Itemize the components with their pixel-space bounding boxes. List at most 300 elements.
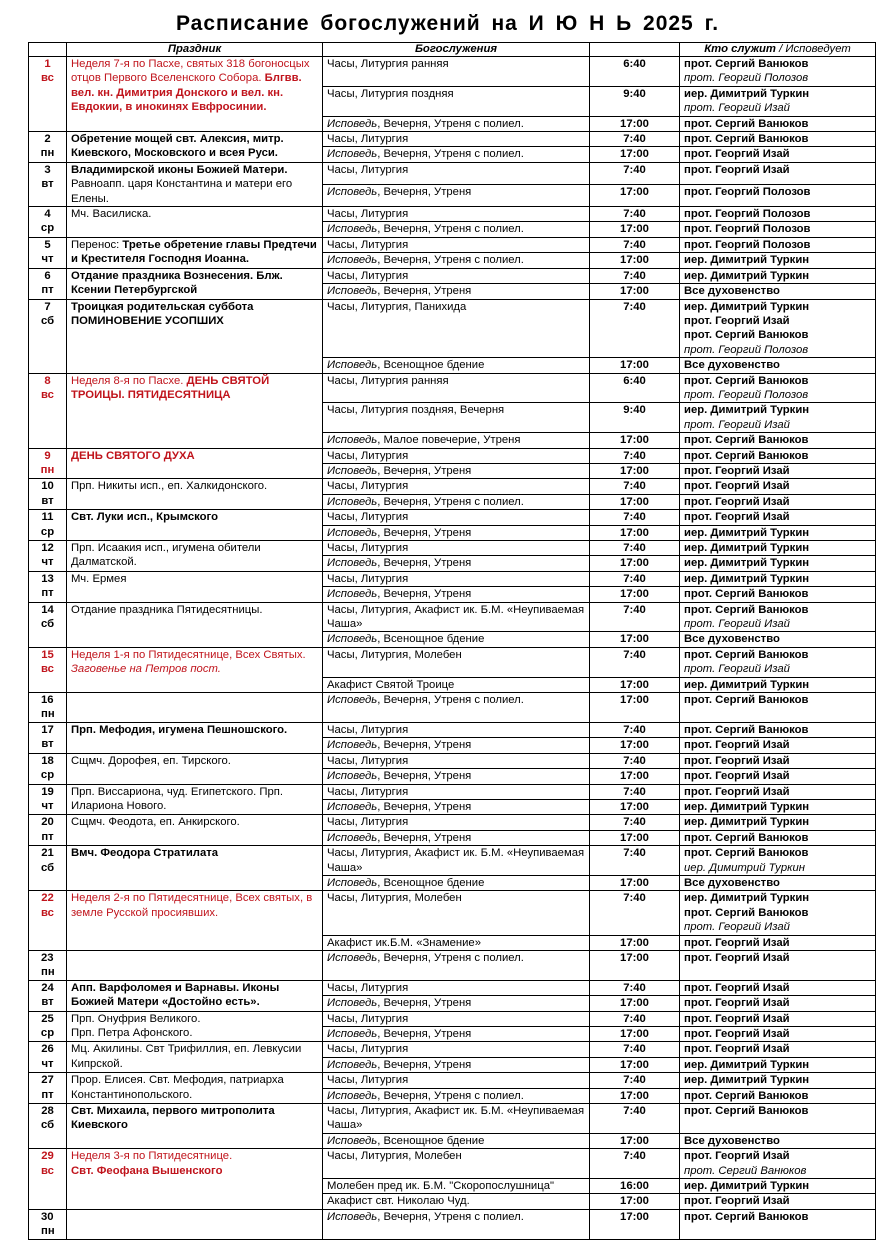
celebrant-name: прот. Сергий Ванюков xyxy=(684,117,809,130)
day-number: 18 xyxy=(41,754,54,767)
service-text: , Всенощное бдение xyxy=(377,359,485,372)
service-cell xyxy=(323,875,590,890)
day-weekday: пн xyxy=(40,463,55,476)
day-date-cell xyxy=(29,57,67,132)
feast-cell xyxy=(67,891,323,951)
service-text: Часы, Литургия ранняя xyxy=(327,374,449,387)
feast-text: Неделя 7-я по Пасхе, святых 318 богоносцых отцов Первого Вселенского Собора. xyxy=(71,58,310,85)
feast-text: Отдание праздника Вознесения. Блж. Ксении Петербургской xyxy=(71,269,283,297)
service-time: 7:40 xyxy=(590,753,680,768)
service-text: Исповедь xyxy=(327,800,378,813)
celebrant-name: прот. Георгий Полозов xyxy=(684,208,811,221)
service-cell xyxy=(323,1149,590,1179)
day-date-cell xyxy=(29,373,67,448)
service-time: 17:00 xyxy=(590,253,680,268)
day-date-cell xyxy=(29,237,67,268)
service-time: 17:00 xyxy=(590,1027,680,1042)
service-time: 6:40 xyxy=(590,373,680,403)
feast-cell xyxy=(67,448,323,479)
service-time: 7:40 xyxy=(590,722,680,737)
feast-text: Мч. Ермея xyxy=(71,572,127,585)
table-row xyxy=(29,1209,876,1239)
day-number: 17 xyxy=(41,723,54,736)
service-time: 17:00 xyxy=(590,184,680,206)
service-time: 17:00 xyxy=(590,1194,680,1209)
day-weekday: чт xyxy=(41,253,54,266)
table-row xyxy=(29,1011,876,1026)
clergy-cell xyxy=(680,184,876,206)
day-date-cell xyxy=(29,693,67,723)
day-number: 27 xyxy=(41,1074,54,1087)
service-text: Часы, Литургия xyxy=(327,208,409,221)
confessor-name: прот. Георгий Изай xyxy=(684,618,790,631)
service-cell xyxy=(323,556,590,571)
feast-cell xyxy=(67,571,323,602)
confessor-name: прот. Георгий Полозов xyxy=(684,343,809,356)
day-weekday: вс xyxy=(41,72,54,85)
service-text: Часы, Литургия, Молебен xyxy=(327,892,462,905)
service-text: Исповедь xyxy=(327,526,378,539)
service-time: 7:40 xyxy=(590,479,680,494)
service-cell xyxy=(323,935,590,950)
clergy-cell xyxy=(680,448,876,463)
service-text: Исповедь xyxy=(327,951,378,964)
confessor-name: прот. Георгий Полозов xyxy=(684,72,809,85)
feast-cell xyxy=(67,753,323,784)
service-text: Часы, Литургия xyxy=(327,723,409,736)
service-text: Часы, Литургия, Молебен xyxy=(327,1150,462,1163)
service-text: , Вечерня, Утреня с полиел. xyxy=(377,951,524,964)
day-date-cell xyxy=(29,448,67,479)
service-cell xyxy=(323,284,590,299)
header-clergy xyxy=(680,43,876,57)
table-row xyxy=(29,510,876,525)
clergy-cell xyxy=(680,433,876,448)
service-time: 7:40 xyxy=(590,980,680,995)
service-time: 17:00 xyxy=(590,950,680,980)
day-date-cell xyxy=(29,207,67,238)
table-row xyxy=(29,950,876,980)
service-text: Часы, Литургия xyxy=(327,816,409,829)
day-number: 22 xyxy=(41,892,54,905)
service-text: Исповедь xyxy=(327,739,378,752)
service-time: 7:40 xyxy=(590,1042,680,1057)
service-text: Исповедь xyxy=(327,633,378,646)
feast-cell xyxy=(67,815,323,846)
table-row xyxy=(29,1073,876,1088)
service-cell xyxy=(323,677,590,692)
service-time: 17:00 xyxy=(590,463,680,478)
feast-cell xyxy=(67,237,323,268)
header-feast: Праздник xyxy=(67,43,323,57)
clergy-cell xyxy=(680,299,876,358)
celebrant-name: прот. Георгий Изай xyxy=(684,1195,790,1208)
service-time: 17:00 xyxy=(590,875,680,890)
header-services: Богослужения xyxy=(323,43,590,57)
celebrant-name: прот. Георгий Изай xyxy=(684,951,790,964)
celebrant-name: прот. Георгий Изай xyxy=(684,1043,790,1056)
feast-cell xyxy=(67,510,323,541)
service-text: Исповедь xyxy=(327,1058,378,1071)
table-row xyxy=(29,237,876,252)
service-time: 17:00 xyxy=(590,1057,680,1072)
table-row xyxy=(29,846,876,876)
day-date-cell xyxy=(29,980,67,1011)
service-cell xyxy=(323,479,590,494)
day-number: 29 xyxy=(41,1150,54,1163)
service-time: 17:00 xyxy=(590,587,680,602)
service-text: , Вечерня, Утреня с полиел. xyxy=(377,254,524,267)
service-time: 7:40 xyxy=(590,268,680,283)
service-text: , Вечерня, Утреня с полиел. xyxy=(377,1089,524,1102)
day-weekday: сб xyxy=(40,1119,55,1132)
day-date-cell xyxy=(29,647,67,692)
feast-cell xyxy=(67,602,323,647)
service-text: Акафист свт. Николаю Чуд. xyxy=(327,1195,470,1208)
day-date-cell xyxy=(29,846,67,891)
day-weekday: вс xyxy=(41,1164,54,1177)
feast-cell xyxy=(67,268,323,299)
service-text: Исповедь xyxy=(327,223,378,236)
service-cell xyxy=(323,1011,590,1026)
confessor-name: прот. Георгий Изай xyxy=(684,102,790,115)
clergy-cell xyxy=(680,494,876,509)
clergy-cell xyxy=(680,1042,876,1057)
service-time: 7:40 xyxy=(590,571,680,586)
clergy-cell xyxy=(680,525,876,540)
celebrant-name: иер. Димитрий Туркин xyxy=(684,254,810,267)
service-text: , Вечерня, Утреня xyxy=(377,831,472,844)
service-cell xyxy=(323,784,590,799)
feast-cell xyxy=(67,299,323,373)
celebrant-name: прот. Георгий Изай xyxy=(684,1012,790,1025)
feast-cell xyxy=(67,1149,323,1210)
feast-text: Прп. Исаакия исп., игумена обители Далматской. xyxy=(71,542,261,569)
service-time: 17:00 xyxy=(590,738,680,753)
service-text: Часы, Литургия, Панихида xyxy=(327,300,467,313)
service-text: , Всенощное бдение xyxy=(377,1134,485,1147)
day-weekday: вт xyxy=(41,996,54,1009)
day-date-cell xyxy=(29,1011,67,1042)
service-text: , Вечерня, Утреня xyxy=(377,1058,472,1071)
service-text: Часы, Литургия xyxy=(327,785,409,798)
service-text: Часы, Литургия ранняя xyxy=(327,58,449,70)
feast-text: Прп. Виссариона, чуд. Египетского. Прп. Илариона Нового. xyxy=(71,785,284,812)
feast-text: Неделя 3-я по Пятидесятнице. xyxy=(71,1150,233,1163)
clergy-cell xyxy=(680,935,876,950)
celebrant-name: Все духовенство xyxy=(684,876,780,889)
service-text: Исповедь xyxy=(327,434,378,447)
celebrant-name: прот. Сергий Ванюков xyxy=(684,588,809,601)
clergy-cell xyxy=(680,132,876,147)
header-date xyxy=(29,43,67,57)
celebrant-name: Все духовенство xyxy=(684,633,780,646)
celebrant-name: Все духовенство xyxy=(684,359,780,372)
feast-text: ДЕНЬ СВЯТОГО ДУХА xyxy=(71,449,195,462)
clergy-cell xyxy=(680,815,876,830)
feast-cell xyxy=(67,950,323,980)
header-row xyxy=(29,43,876,57)
celebrant-name: Все духовенство xyxy=(684,285,780,298)
feast-cell xyxy=(67,541,323,572)
service-time: 7:40 xyxy=(590,448,680,463)
day-number: 19 xyxy=(41,785,54,798)
feast-cell xyxy=(67,373,323,448)
service-cell xyxy=(323,525,590,540)
service-text: Часы, Литургия xyxy=(327,1043,409,1056)
service-cell xyxy=(323,1133,590,1148)
feast-text: Прп. Онуфрия Великого. xyxy=(71,1012,201,1025)
page-title: Расписание богослужений на И Ю Н Ь 2025 г. xyxy=(175,12,720,35)
service-text: Часы, Литургия поздняя, Вечерня xyxy=(327,404,505,417)
feast-text: Равноапп. царя Константина и матери его Елены. xyxy=(71,178,293,205)
day-number: 15 xyxy=(41,648,54,661)
clergy-cell xyxy=(680,556,876,571)
celebrant-name: прот. Георгий Изай xyxy=(684,314,790,327)
table-row xyxy=(29,571,876,586)
celebrant-name: иер. Димитрий Туркин xyxy=(684,269,810,282)
clergy-cell xyxy=(680,1209,876,1239)
day-weekday: пн xyxy=(40,147,55,160)
celebrant-name: иер. Димитрий Туркин xyxy=(684,572,810,585)
service-time: 17:00 xyxy=(590,222,680,237)
celebrant-name: прот. Георгий Изай xyxy=(684,754,790,767)
celebrant-name: иер. Димитрий Туркин xyxy=(684,300,810,313)
day-number: 11 xyxy=(41,511,54,524)
service-text: Исповедь xyxy=(327,557,378,570)
day-date-cell xyxy=(29,1073,67,1104)
feast-text: Третье обретение главы Предтечи и Крестителя Господня Иоанна. xyxy=(71,238,317,266)
service-cell xyxy=(323,116,590,131)
celebrant-name: прот. Сергий Ванюков xyxy=(684,434,809,447)
service-text: , Вечерня, Утреня xyxy=(377,800,472,813)
service-time: 17:00 xyxy=(590,693,680,723)
celebrant-name: иер. Димитрий Туркин xyxy=(684,542,810,554)
service-time: 17:00 xyxy=(590,935,680,950)
service-time: 7:40 xyxy=(590,510,680,525)
day-weekday: чт xyxy=(41,556,54,569)
service-time: 7:40 xyxy=(590,846,680,876)
day-date-cell xyxy=(29,510,67,541)
service-text: , Вечерня, Утреня xyxy=(377,588,472,601)
service-cell xyxy=(323,268,590,283)
clergy-cell xyxy=(680,1194,876,1209)
table-row xyxy=(29,784,876,799)
celebrant-name: прот. Георгий Изай xyxy=(684,981,790,994)
service-text: Часы, Литургия, Молебен xyxy=(327,648,462,661)
table-row xyxy=(29,891,876,935)
clergy-cell xyxy=(680,1179,876,1194)
service-cell xyxy=(323,1057,590,1072)
clergy-cell xyxy=(680,147,876,162)
celebrant-name: иер. Димитрий Туркин xyxy=(684,404,810,417)
service-cell xyxy=(323,253,590,268)
service-text: Часы, Литургия, Акафист ик. Б.М. «Неупиваемая Чаша» xyxy=(327,603,585,631)
day-weekday: вт xyxy=(41,494,54,507)
service-time: 7:40 xyxy=(590,162,680,184)
service-time: 7:40 xyxy=(590,1104,680,1134)
service-cell xyxy=(323,299,590,358)
feast-text: Блгвв. вел. кн. Димитрия Донского и вел. кн. Евдокии, в инокинях Евфросинии. xyxy=(71,72,302,114)
service-time: 17:00 xyxy=(590,147,680,162)
service-text: Исповедь xyxy=(327,694,378,707)
feast-text: Вмч. Феодора Стратилата xyxy=(71,847,219,860)
day-number: 16 пн xyxy=(41,694,55,721)
clergy-cell xyxy=(680,237,876,252)
service-cell xyxy=(323,846,590,876)
service-time: 16:00 xyxy=(590,1179,680,1194)
feast-text: Владимирской иконы Божией Матери. xyxy=(71,163,288,176)
celebrant-name: прот. Сергий Ванюков xyxy=(684,603,809,616)
service-text: Исповедь xyxy=(327,588,378,601)
day-number: 21 xyxy=(41,847,54,860)
table-row xyxy=(29,207,876,222)
celebrant-name: прот. Георгий Изай xyxy=(684,511,790,524)
table-row xyxy=(29,722,876,737)
service-cell xyxy=(323,799,590,814)
day-number: 12 xyxy=(41,542,54,554)
service-time: 7:40 xyxy=(590,132,680,147)
service-text: Часы, Литургия xyxy=(327,238,409,251)
celebrant-name: прот. Сергий Ванюков xyxy=(684,648,809,661)
service-time: 17:00 xyxy=(590,116,680,131)
day-date-cell xyxy=(29,132,67,163)
clergy-cell xyxy=(680,875,876,890)
feast-text: Мч. Василиска. xyxy=(71,208,152,221)
day-weekday: вс xyxy=(41,663,54,676)
day-date-cell xyxy=(29,541,67,572)
day-weekday: чт xyxy=(41,1057,54,1070)
table-row xyxy=(29,373,876,403)
day-weekday: сб xyxy=(40,861,55,874)
clergy-cell xyxy=(680,722,876,737)
clergy-cell xyxy=(680,830,876,845)
clergy-cell xyxy=(680,980,876,995)
celebrant-name: прот. Сергий Ванюков xyxy=(684,1105,809,1118)
day-weekday: пт xyxy=(41,830,54,843)
day-weekday: сб xyxy=(40,314,55,327)
header-time xyxy=(590,43,680,57)
service-text: Исповедь xyxy=(327,1089,378,1102)
service-cell xyxy=(323,433,590,448)
service-cell xyxy=(323,403,590,433)
celebrant-name: прот. Георгий Изай xyxy=(684,936,790,949)
service-time: 7:40 xyxy=(590,299,680,358)
service-text: , Вечерня, Утреня xyxy=(377,739,472,752)
header-clergy-sep: / xyxy=(775,43,786,55)
service-text: Акафист ик.Б.М. «Знамение» xyxy=(327,936,481,949)
service-text: , Вечерня, Утреня с полиел. xyxy=(377,495,524,508)
service-cell xyxy=(323,753,590,768)
service-time: 7:40 xyxy=(590,815,680,830)
clergy-cell xyxy=(680,268,876,283)
day-number: 6 xyxy=(44,269,51,282)
service-text: Часы, Литургия xyxy=(327,1074,409,1087)
day-number: 30 пн xyxy=(41,1210,55,1238)
table-row xyxy=(29,299,876,358)
service-time: 7:40 xyxy=(590,891,680,935)
celebrant-name: прот. Сергий Ванюков xyxy=(684,1210,809,1223)
confessor-name: прот. Сергий Ванюков xyxy=(684,1164,807,1177)
service-text: , Вечерня, Утреня xyxy=(377,185,472,198)
service-time: 7:40 xyxy=(590,1011,680,1026)
service-cell xyxy=(323,1027,590,1042)
service-cell xyxy=(323,510,590,525)
clergy-cell xyxy=(680,753,876,768)
service-text: Часы, Литургия, Акафист ик. Б.М. «Неупиваемая Чаша» xyxy=(327,1105,585,1132)
feast-text: Отдание праздника Пятидесятницы. xyxy=(71,603,263,616)
service-time: 17:00 xyxy=(590,632,680,647)
day-weekday: ср xyxy=(40,1027,55,1039)
day-weekday: сб xyxy=(40,618,55,631)
clergy-cell xyxy=(680,784,876,799)
feast-text: Прп. Никиты исп., еп. Халкидонского. xyxy=(71,480,268,493)
table-row xyxy=(29,479,876,494)
clergy-cell xyxy=(680,284,876,299)
day-number: 2 xyxy=(44,133,51,146)
clergy-cell xyxy=(680,1011,876,1026)
clergy-cell xyxy=(680,1088,876,1103)
clergy-cell xyxy=(680,891,876,935)
clergy-cell xyxy=(680,950,876,980)
celebrant-name: иер. Димитрий Туркин xyxy=(684,678,810,691)
celebrant-name: прот. Георгий Изай xyxy=(684,739,790,752)
service-time: 17:00 xyxy=(590,830,680,845)
day-date-cell xyxy=(29,891,67,951)
feast-text: Сщмч. Дорофея, еп. Тирского. xyxy=(71,754,231,767)
clergy-cell xyxy=(680,463,876,478)
service-cell xyxy=(323,571,590,586)
day-weekday: вт xyxy=(41,738,54,751)
day-number: 7 xyxy=(44,300,51,313)
service-text: , Вечерня, Утреня xyxy=(377,285,472,298)
feast-cell xyxy=(67,1011,323,1042)
service-cell xyxy=(323,494,590,509)
schedule-table xyxy=(28,42,876,1240)
celebrant-name: иер. Димитрий Туркин xyxy=(684,800,810,813)
service-time: 17:00 xyxy=(590,799,680,814)
day-weekday: ср xyxy=(40,222,55,235)
service-time: 17:00 xyxy=(590,677,680,692)
feast-cell xyxy=(67,479,323,510)
day-number: 24 xyxy=(41,981,54,994)
service-text: , Всенощное бдение xyxy=(377,876,485,889)
service-text: , Вечерня, Утреня с полиел. xyxy=(377,223,524,236)
day-weekday: ср xyxy=(40,769,55,782)
service-text: Акафист Святой Троице xyxy=(327,678,455,691)
table-row xyxy=(29,693,876,723)
confessor-name: прот. Георгий Полозов xyxy=(684,388,809,401)
celebrant-name: прот. Сергий Ванюков xyxy=(684,847,809,860)
feast-text: Обретение мощей свт. Алексия, митр. Киевского, Московского и всея Руси. xyxy=(71,133,284,160)
service-text: Часы, Литургия xyxy=(327,981,409,994)
celebrant-name: прот. Георгий Полозов xyxy=(684,238,811,251)
table-row xyxy=(29,57,876,87)
day-date-cell xyxy=(29,815,67,846)
feast-cell xyxy=(67,1042,323,1073)
celebrant-name: прот. Георгий Изай xyxy=(684,1150,790,1163)
service-time: 7:40 xyxy=(590,1073,680,1088)
service-cell xyxy=(323,647,590,677)
service-cell xyxy=(323,602,590,632)
day-number: 1 xyxy=(44,58,51,70)
table-row xyxy=(29,541,876,556)
service-text: , Вечерня, Утреня xyxy=(377,557,472,570)
feast-text: Заговенье на Петров пост. xyxy=(71,663,221,676)
celebrant-name: прот. Георгий Изай xyxy=(684,770,790,783)
service-text: Исповедь xyxy=(327,464,378,477)
service-text: , Вечерня, Утреня xyxy=(377,1028,472,1040)
